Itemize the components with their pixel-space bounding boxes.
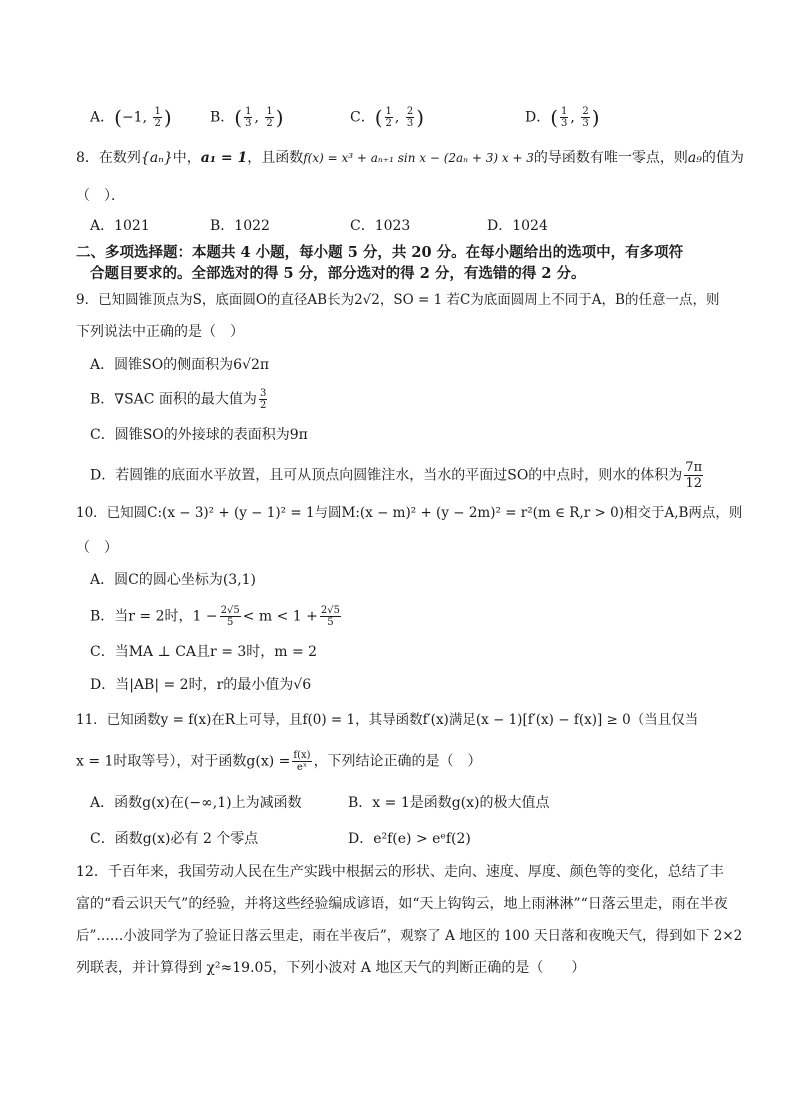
q8-stem — [76, 148, 744, 168]
q11-line2-post: ，下列结论正确的是（ ） — [313, 753, 482, 770]
q12-line3: 后”……小波同学为了验证日落云里走，雨在半夜后”，观察了 A 地区的 100 天日落和夜晚天气，得到如下 2×2 — [76, 928, 743, 944]
q7-option-c: C．( $\frac{1}{2}$ , $\frac{2}{3}$ ) — [350, 105, 424, 130]
q8-mid3: 的导函数有唯一零点，则 — [533, 150, 688, 166]
q8-option-c: C．1023 — [350, 218, 411, 234]
q8-mid1: 中， — [172, 150, 201, 166]
q9-d-num: 7π — [685, 460, 703, 475]
q11-stem-line2 — [76, 750, 482, 773]
q8-prefix: 8．在数列 — [76, 150, 141, 166]
q7-option-b: B．( $\frac{1}{3}$ , $\frac{1}{2}$ ) — [210, 105, 284, 130]
q9-option-c: C．圆锥SO的外接球的表面积为9π — [90, 427, 308, 443]
q9-d-den: 12 — [685, 476, 702, 491]
q7-a-den: 2 — [154, 118, 161, 129]
q7-d-den1: 3 — [561, 118, 568, 129]
q10-b-num2: 2√5 — [320, 605, 341, 616]
q10-option-a: A．圆C的圆心坐标为(3,1) — [90, 572, 257, 588]
q11-option-b: B．x = 1是函数g(x)的极大值点 — [348, 795, 550, 811]
q8-a1: a₁ = 1 — [200, 150, 248, 166]
q7-option-a-label: A． — [90, 109, 115, 126]
q8-option-d: D．1024 — [487, 218, 548, 234]
q9-b-num: 3 — [259, 388, 267, 399]
q9-stem-line1: 9．已知圆锥顶点为S，底面圆O的直径AB长为2√2，SO = 1 若C为底面圆周上不同于A，B的任意一点，则 — [76, 292, 720, 308]
q10-option-b — [90, 605, 343, 628]
q8-paren: （ ）． — [76, 188, 125, 204]
q10-b-den2: 5 — [327, 617, 334, 628]
q10-option-c: C．当MA ⊥ CA且r = 3时，m = 2 — [90, 644, 318, 660]
section2-line2: 合题目要求的。全部选对的得 5 分，部分选对的得 2 分，有选错的得 2 分。 — [90, 265, 586, 282]
q10-b-mid: < m < 1 + — [242, 608, 318, 625]
q10-b-den1: 5 — [226, 617, 234, 628]
q8-suffix: 的值为 — [701, 150, 744, 166]
q11-option-d: D．e²f(e) > eᵉf(2) — [348, 831, 471, 847]
q7-c-num1: 1 — [385, 106, 392, 117]
q7-c-num2: 2 — [406, 106, 414, 117]
q7-b-num2: 1 — [266, 106, 273, 117]
q10-stem-line2: （ ） — [76, 540, 118, 556]
q7-c-den2: 3 — [406, 118, 414, 129]
q12-line2: 富的“看云识天气”的经验，并将这些经验编成谚语，如“天上钩钩云，地上雨淋淋”“日落云里走，雨在半夜 — [76, 896, 728, 912]
q8-a9: a₉ — [687, 150, 702, 166]
q9-option-a: A．圆锥SO的侧面积为6√2π — [90, 357, 270, 373]
q9-option-d — [90, 460, 705, 491]
q11-option-c: C．函数g(x)必有 2 个零点 — [90, 831, 259, 847]
q11-option-a: A．函数g(x)在(−∞,1)上为减函数 — [90, 795, 302, 811]
section2-line1: 二、多项选择题：本题共 4 小题，每小题 5 分，共 20 分。在每小题给出的选项中，有多项符 — [76, 244, 684, 261]
q7-b-num1: 1 — [245, 106, 252, 117]
q9-option-d-text: D．若圆锥的底面水平放置，且可从顶点向圆锥注水，当水的平面过SO的中点时，则水的体积为 — [90, 467, 683, 484]
q7-option-a: A．(−1, $\frac{1}{2}$ ) — [90, 105, 172, 130]
q8-mid2: ，且函数 — [247, 150, 304, 166]
q8-func: f(x) = x³ + aₙ₊₁ sin x − (2aₙ + 3) x + 3 — [303, 151, 534, 165]
q9-stem-line2: 下列说法中正确的是（ ） — [76, 324, 244, 340]
q7-d-den2: 3 — [582, 118, 589, 129]
q11-g-den: eˣ — [296, 762, 308, 773]
q8-seq: {aₙ} — [140, 150, 173, 166]
q7-option-c-label: C． — [350, 109, 375, 126]
q7-b-den2: 2 — [266, 118, 273, 129]
q7-c-den1: 2 — [385, 118, 392, 129]
q8-option-a: A．1021 — [90, 218, 150, 234]
q7-a-num: 1 — [154, 106, 161, 117]
q10-option-d: D．当|AB| = 2时，r的最小值为√6 — [90, 677, 312, 693]
q11-g-num: f(x) — [293, 750, 311, 761]
q8-option-b: B．1022 — [210, 218, 270, 234]
q7-d-num2: 2 — [582, 106, 589, 117]
q7-option-d-label: D． — [525, 109, 551, 126]
q9-option-b — [90, 388, 269, 411]
q11-line2-pre: x = 1时取等号），对于函数g(x) = — [76, 753, 291, 770]
q9-option-b-text: B．∇SAC 面积的最大值为 — [90, 391, 257, 408]
q9-b-den: 2 — [259, 400, 267, 411]
q12-line1: 12．千百年来，我国劳动人民在生产实践中根据云的形状、走向、速度、厚度、颜色等的变化，总结了丰 — [76, 864, 724, 880]
q10-b-pre: B．当r = 2时，1 − — [90, 608, 218, 625]
q7-option-a-left: −1, — [121, 109, 148, 126]
q7-option-b-label: B． — [210, 109, 235, 126]
q7-option-d: D．( $\frac{1}{3}$ , $\frac{2}{3}$ ) — [525, 105, 600, 130]
q7-d-num1: 1 — [561, 106, 568, 117]
q11-stem-line1: 11．已知函数y = f(x)在R上可导，且f(0) = 1，其导函数f′(x)满足(x − 1)[f′(x) − f(x)] ≥ 0（当且仅当 — [76, 712, 699, 728]
q12-line4: 列联表，并计算得到 χ²≈19.05，下列小波对 A 地区天气的判断正确的是（ ） — [76, 960, 586, 976]
q10-b-num1: 2√5 — [220, 605, 240, 616]
q10-stem-line1: 10．已知圆C:(x − 3)² + (y − 1)² = 1与圆M:(x − m)² + (y − 2m)² = r²(m ∈ R,r > 0)相交于A,B两点，则 — [76, 505, 743, 521]
q7-b-den1: 3 — [245, 118, 252, 129]
